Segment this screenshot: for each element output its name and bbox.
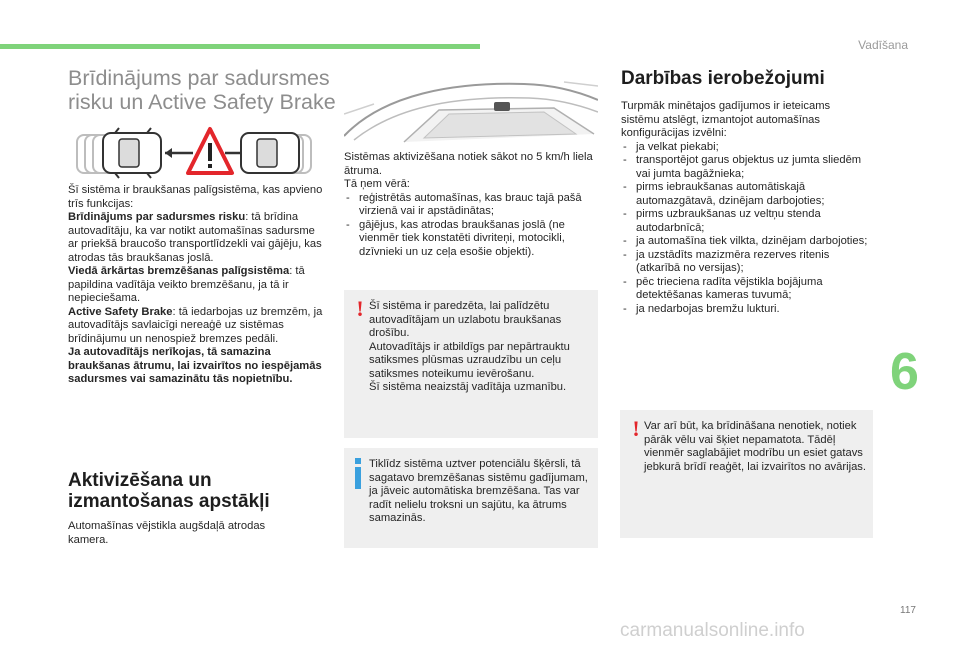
warning-line: Šī sistēma neaizstāj vadītāja uzmanību.	[369, 381, 567, 393]
function-1-label: Brīdinājums par sadursmes risku	[68, 211, 246, 223]
function-1	[68, 211, 326, 265]
considers-label: Tā ņem vērā:	[344, 178, 410, 190]
intro-paragraph: Šī sistēma ir braukšanas palīgsistēma, kas apvieno trīs funkcijas:	[68, 184, 323, 210]
list-item: - gājējus, kas atrodas braukšanas joslā (ne vienmēr tiek konstatēti divriteņi, motocikli, dzīvnieki un uz ceļa esošie objekti).	[344, 219, 594, 260]
warning-box-2	[620, 410, 873, 538]
list-item: - pirms iebraukšanas automātiskajā automazgātavā, dzinējam darbojoties;	[621, 181, 871, 208]
warning-exclamation-icon: !	[356, 296, 364, 321]
function-1-text: : tā brīdina autovadītāju, ka var notikt automašīnas sadursme ar priekšā braucošo transportlīdzekli vai gājēju, kas atrodas tās braukšanas joslā.	[68, 211, 322, 264]
function-3-text: : tā iedarbojas uz bremzēm, ja autovadītājs savlaicīgi nereaģē uz sistēmas brīdinājumu un nenospiež bremzes pedāli.	[68, 305, 323, 345]
section-title: Vadīšana	[858, 38, 908, 52]
function-3	[68, 306, 326, 347]
list-item: - ja uzstādīts mazizmēra rezerves ritenis (atkarībā no versijas);	[621, 249, 871, 276]
camera-location-text: Automašīnas vējstikla augšdaļā atrodas kamera.	[68, 520, 266, 546]
warning-box-1	[344, 290, 598, 438]
limitations-heading: Darbības ierobežojumi	[621, 68, 825, 89]
warning-line: Autovadītājs ir atbildīgs par nepārtrauktu satiksmes plūsmas uzraudzību un ceļu satiksmes noteikumu ievērošanu.	[369, 340, 570, 380]
limitations-list	[621, 141, 871, 317]
limitations-block	[621, 100, 871, 316]
detected-objects-list	[344, 192, 594, 260]
list-item: - ja automašīna tiek vilkta, dzinējam darbojoties;	[621, 235, 871, 249]
info-text: Tiklīdz sistēma uztver potenciālu šķērsli, tā sagatavo bremzēšanas sistēmu gadījumam, ja jāveic automātiska bremzēšana. Tas var radīt nelielu troksni un sajūtu, ka ātrums samazinās.	[369, 458, 588, 524]
activation-heading-line1: Aktivizēšana un	[68, 470, 212, 491]
watermark: carmanualsonline.info	[620, 620, 805, 641]
intro-text-block	[68, 184, 326, 387]
function-3-label: Active Safety Brake	[68, 305, 173, 318]
section-accent-bar	[0, 44, 480, 49]
info-icon	[355, 458, 361, 489]
page-title-line2: risku un Active Safety Brake	[68, 90, 336, 114]
list-item: - pēc trieciena radīta vējstikla bojājuma detektēšanas kameras tuvumā;	[621, 276, 871, 303]
windscreen-camera-illustration	[344, 74, 598, 146]
function-2-label: Viedā ārkārtas bremzēšanas palīgsistēma	[68, 265, 290, 277]
warning-line: Šī sistēma ir paredzēta, lai palīdzētu autovadītājam un uzlabotu braukšanas drošību.	[369, 300, 562, 339]
page-number: 117	[900, 605, 916, 616]
driver-inaction-note: Ja autovadītājs nerīkojas, tā samazina braukšanas ātrumu, lai izvairītos no iespējamās sadursmes vai samazinātu tās nopietnību.	[68, 346, 322, 385]
function-2	[68, 265, 326, 306]
list-item: - pirms uzbraukšanas uz veltņu stenda autodarbnīcā;	[621, 208, 871, 235]
activation-heading-line2: izmantošanas apstākļi	[68, 491, 270, 512]
limitations-intro: Turpmāk minētajos gadījumos ir ieteicams sistēmu atslēgt, izmantojot automašīnas konfigurācijas izvēlni:	[621, 100, 831, 139]
activation-speed-text: Sistēmas aktivizēšana notiek sākot no 5 km/h liela ātruma.	[344, 151, 593, 177]
warning-text: Var arī būt, ka brīdināšana nenotiek, notiek pārāk vēlu vai šķiet nepamatota. Tādēļ vienmēr saglabājiet modrību un esiet gatavs jebkurā brīdī reaģēt, lai izvairītos no avārijas.	[644, 420, 866, 473]
list-item: - reģistrētās automašīnas, kas brauc tajā pašā virzienā vai ir apstādinātas;	[344, 192, 594, 219]
list-item: - ja nedarbojas bremžu lukturi.	[621, 303, 871, 317]
activation-conditions	[344, 151, 594, 259]
activation-heading	[68, 470, 328, 512]
list-item: - transportējot garus objektus uz jumta sliedēm vai jumta bagāžnieka;	[621, 154, 871, 181]
warning-exclamation-icon: !	[632, 416, 640, 441]
function-2-text: : tā papildina vadītāja veikto bremzēšanu, ja tā ir nepieciešama.	[68, 265, 305, 304]
chapter-number: 6	[890, 343, 919, 401]
info-box	[344, 448, 598, 548]
page-title	[68, 66, 338, 114]
collision-warning-diagram	[75, 125, 313, 181]
page-title-line1: Brīdinājums par sadursmes	[68, 66, 330, 90]
list-item: - ja velkat piekabi;	[621, 141, 871, 155]
